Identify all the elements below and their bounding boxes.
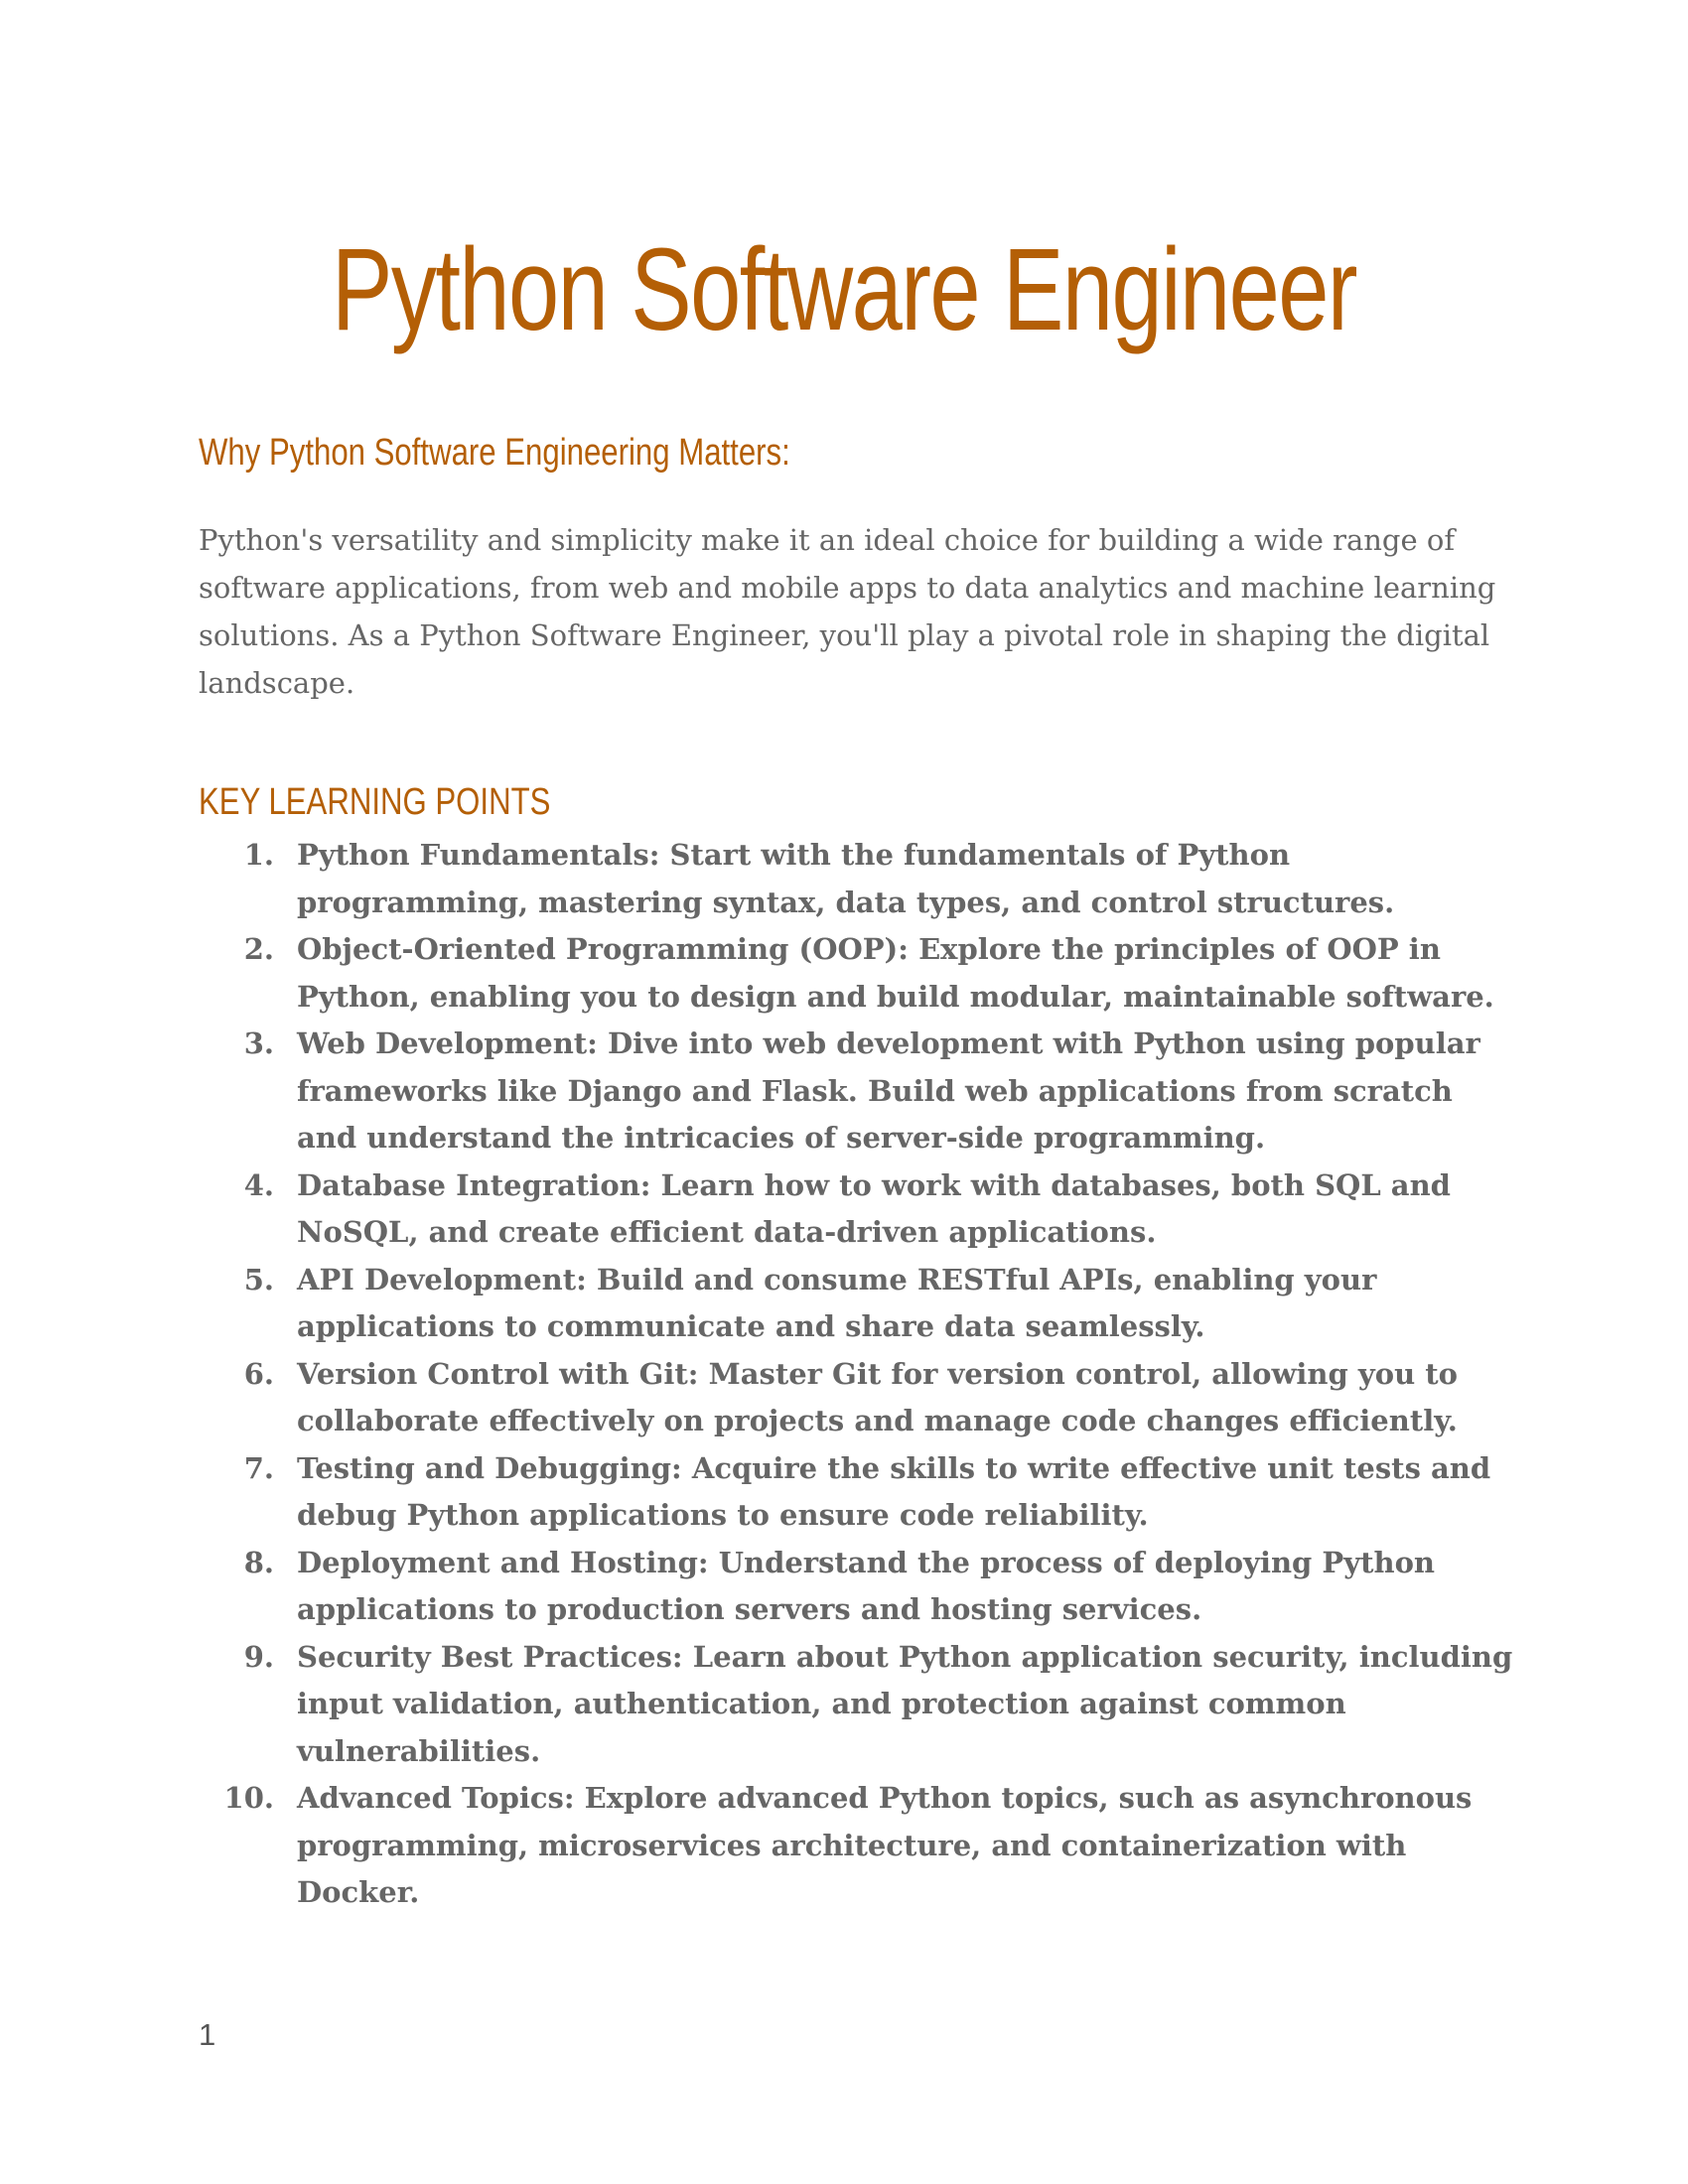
key-point-item: [199, 926, 1519, 1021]
page-title: Python Software Engineer: [332, 224, 1356, 355]
intro-paragraph: Python's versatility and simplicity make it an ideal choice for building a wide range of software applications, from web and mobile apps to data analytics and machine learning solutions. As a Python Software Engineer, you'll play a pivotal role in shaping the digital landscape.: [199, 523, 1496, 700]
key-point-number: 10.: [223, 1781, 274, 1815]
key-point-text: Web Development: Dive into web development with Python using popular frameworks like Django and Flask. Build web applications from scratch and understand the intricacies of server-side programming.: [297, 1026, 1480, 1155]
key-point-text: Deployment and Hosting: Understand the process of deploying Python applications to production servers and hosting services.: [297, 1545, 1435, 1626]
key-point-text: Advanced Topics: Explore advanced Python topics, such as asynchronous programming, microservices architecture, and containerization with Docker.: [297, 1781, 1473, 1909]
key-point-number: 4.: [243, 1167, 274, 1202]
key-point-number: 3.: [243, 1026, 274, 1060]
key-point-text: Version Control with Git: Master Git for version control, allowing you to collaborate effectively on projects and manage code changes efficiently.: [297, 1356, 1458, 1437]
key-point-number: 8.: [243, 1545, 274, 1579]
key-point-text: Database Integration: Learn how to work with databases, both SQL and NoSQL, and create efficient data-driven applications.: [297, 1167, 1451, 1249]
key-point-text: Testing and Debugging: Acquire the skills to write effective unit tests and debug Python applications to ensure code reliability.: [297, 1450, 1491, 1532]
key-point-number: 2.: [243, 932, 274, 966]
page-number: 1: [199, 2017, 216, 2052]
key-point-item: [199, 1351, 1519, 1445]
key-point-item: [199, 1775, 1519, 1917]
key-point-item: [199, 1021, 1519, 1162]
key-point-text: Python Fundamentals: Start with the fundamentals of Python programming, mastering syntax, data types, and control structures.: [297, 838, 1395, 919]
key-point-number: 7.: [243, 1450, 274, 1485]
key-points-list: [199, 832, 1519, 1917]
key-point-item: [199, 1445, 1519, 1540]
section-subtitle: Why Python Software Engineering Matters:: [199, 432, 790, 474]
key-point-item: [199, 1540, 1519, 1634]
key-point-text: Security Best Practices: Learn about Python application security, including input validation, authentication, and protection against common vulnerabilities.: [297, 1639, 1513, 1768]
key-point-item: [199, 1257, 1519, 1351]
key-point-item: [199, 1162, 1519, 1257]
key-point-number: 9.: [243, 1639, 274, 1674]
key-point-item: [199, 1634, 1519, 1776]
key-point-item: [199, 832, 1519, 926]
key-point-number: 6.: [243, 1356, 274, 1391]
key-point-text: API Development: Build and consume RESTful APIs, enabling your applications to communicate and share data seamlessly.: [297, 1262, 1377, 1343]
key-point-number: 1.: [243, 838, 274, 872]
key-points-heading: KEY LEARNING POINTS: [199, 781, 551, 823]
key-point-number: 5.: [243, 1262, 274, 1297]
key-point-text: Object-Oriented Programming (OOP): Explore the principles of OOP in Python, enabling you to design and build modular, maintainable software.: [297, 932, 1494, 1014]
